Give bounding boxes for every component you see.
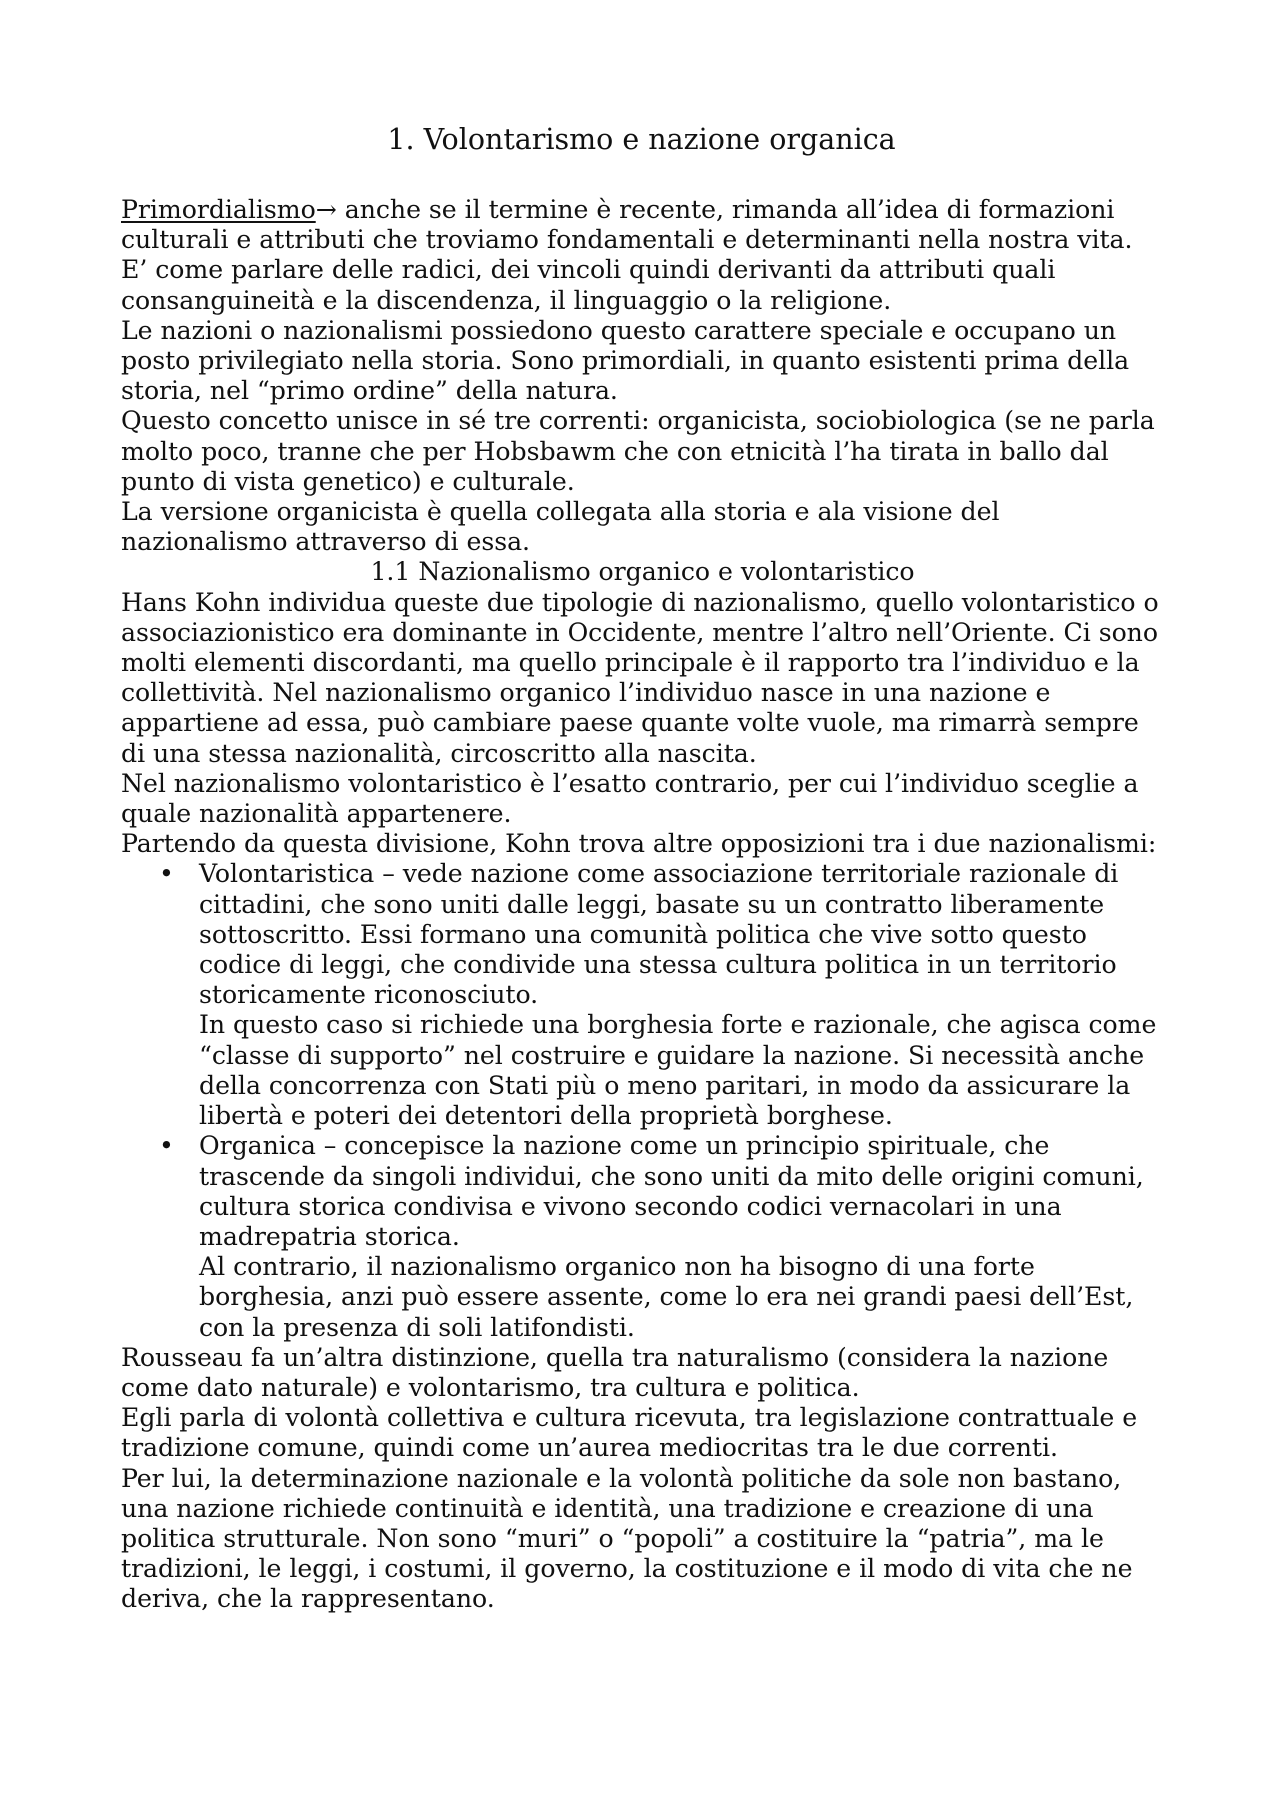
section-subheading: 1.1 Nazionalismo organico e volontaristico <box>370 557 915 587</box>
list-item <box>159 1131 1160 1342</box>
paragraph: Rousseau fa un’altra distinzione, quella tra naturalismo (considera la nazione come dato naturale) e volontarismo, tra cultura e politica. <box>121 1342 1109 1402</box>
document-title: 1. Volontarismo e nazione organica <box>387 123 896 156</box>
paragraph: Hans Kohn individua queste due tipologie di nazionalismo, quello volontaristico o associazionistico era dominante in Occidente, mentre l’altro nell’Oriente. Ci sono molti elementi discordanti, ma quello principale è il rapporto tra l’individuo e la collettività. Nel nazionalismo organico l’individuo nasce in una nazione e appartiene ad essa, può cambiare paese quante volte vuole, ma rimarrà sempre di una stessa nazionalità, circoscritto alla nascita. <box>121 587 1159 768</box>
paragraph: Partendo da questa divisione, Kohn trova altre opposizioni tra i due nazionalismi: <box>121 829 1157 859</box>
bullet-icon: • <box>159 1131 174 1161</box>
paragraph: Le nazioni o nazionalismi possiedono questo carattere speciale e occupano un posto privilegiato nella storia. Sono primordiali, in quanto esistenti prima della storia, nel “primo ordine” della natura. <box>121 315 1130 406</box>
paragraph: Nel nazionalismo volontaristico è l’esatto contrario, per cui l’individuo sceglie a quale nazionalità appartenere. <box>121 768 1139 829</box>
list-item-text: Organica – concepisce la nazione come un principio spirituale, che trascende da singoli individui, che sono uniti da mito delle origini comuni, cultura storica condivisa e vivono secondo codici vernacolari in una madrepatria storica. <box>199 1131 1144 1251</box>
list-item <box>159 859 1160 1131</box>
list-item-continuation: Al contrario, il nazionalismo organico non ha bisogno di una forte borghesia, anzi può essere assente, come lo era nei grandi paesi dell’Est, con la presenza di soli latifondisti. <box>199 1252 1134 1342</box>
paragraph: Questo concetto unisce in sé tre correnti: organicista, sociobiologica (se ne parla molto poco, tranne che per Hobsbawm che con etnicità l’ha tirata in ballo dal punto di vista genetico) e culturale. <box>121 406 1155 496</box>
arrow-symbol: → <box>315 195 337 224</box>
list-item-continuation: In questo caso si richiede una borghesia forte e razionale, che agisca come “classe di supporto” nel costruire e guidare la nazione. Si necessità anche della concorrenza con Stati più o meno paritari, in modo da assicurare la libertà e poteri dei detentori della proprietà borghese. <box>199 1010 1157 1131</box>
paragraph: Per lui, la determinazione nazionale e la volontà politiche da sole non bastano, una nazione richiede continuità e identità, una tradizione e creazione di una politica strutturale. Non sono “muri” o “popoli” a costituire la “patria”, ma le tradizioni, le leggi, i costumi, il governo, la costituzione e il modo di vita che ne deriva, che la rappresentano. <box>121 1463 1133 1614</box>
paragraph: Egli parla di volontà collettiva e cultura ricevuta, tra legislazione contrattuale e tradizione comune, quindi come un’aurea mediocritas tra le due correnti. <box>121 1403 1138 1463</box>
document-body <box>121 195 1160 1615</box>
list-item-text: Volontaristica – vede nazione come associazione territoriale razionale di cittadini, che sono uniti dalle leggi, basate su un contratto liberamente sottoscritto. Essi formano una comunità politica che vive sotto questo codice di leggi, che condivide una stessa cultura politica in un territorio storicamente riconosciuto. <box>199 859 1119 1010</box>
bullet-icon: • <box>159 859 174 889</box>
intro-term: Primordialismo <box>121 195 316 224</box>
intro-text: anche se il termine è recente, rimanda all’idea di formazioni culturali e attributi che troviamo fondamentali e determinanti nella nostra vita. E’ come parlare delle radici, dei vincoli quindi derivanti da attributi quali consanguineità e la discendenza, il linguaggio o la religione. <box>121 195 1133 315</box>
paragraph: La versione organicista è quella collegata alla storia e ala visione del nazionalismo attraverso di essa. <box>121 497 1000 557</box>
bullet-list <box>121 859 1160 1342</box>
intro-paragraph <box>121 195 1160 316</box>
